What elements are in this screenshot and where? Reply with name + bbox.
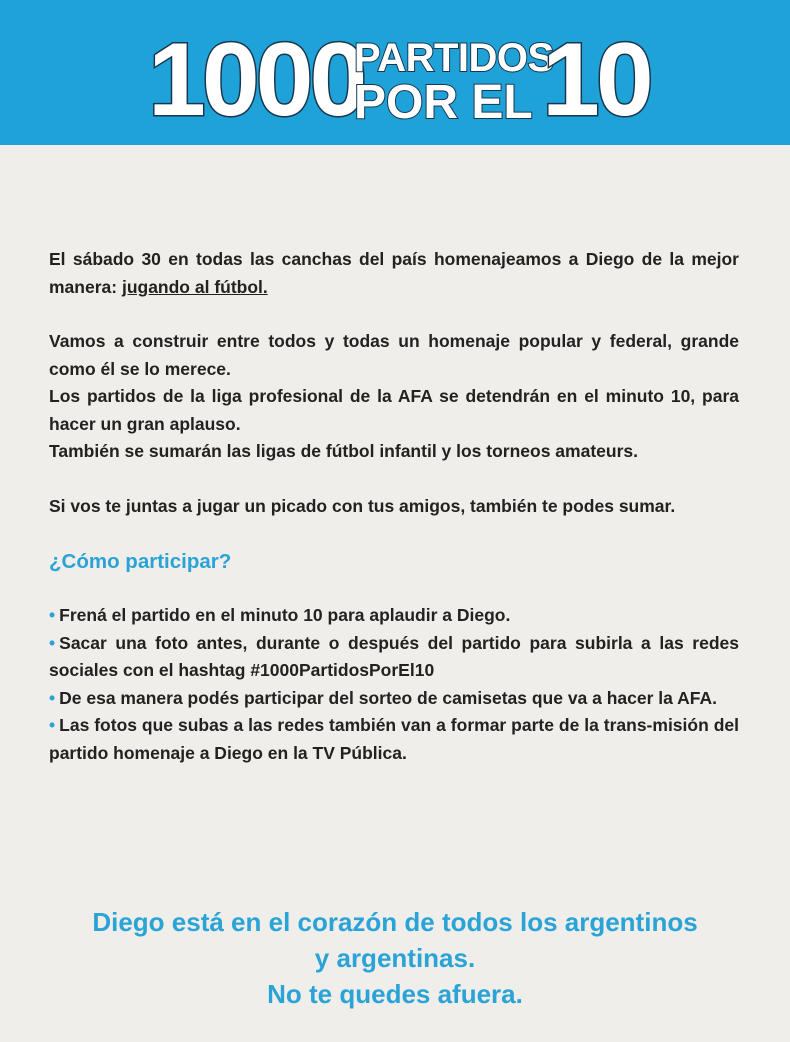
how-to-heading: ¿Cómo participar? — [49, 550, 232, 573]
jugando-link[interactable]: jugando al fútbol. — [121, 276, 268, 297]
bullet-item — [49, 712, 739, 767]
bullet-item — [49, 685, 739, 713]
bullet-item — [49, 602, 739, 630]
intro-text: El sábado 30 en todas las canchas del país homenajeamos a Diego de la mejor manera: — [49, 249, 739, 297]
logo-word-partidos: PARTIDOS — [354, 36, 554, 80]
bullet-icon: • — [49, 632, 56, 653]
header-banner — [0, 0, 790, 145]
intro-paragraph — [49, 246, 739, 301]
paragraph-afa: Los partidos de la liga profesional de la AFA se detendrán en el minuto 10, para hacer un gran aplauso. — [49, 386, 739, 434]
paragraph-homenaje: Vamos a construir entre todos y todas un homenaje popular y federal, grande como él se lo merece. — [49, 331, 739, 379]
bullet-icon: • — [49, 715, 56, 735]
closing-line-1: Diego está en el corazón de todos los argentinos — [92, 907, 698, 937]
bullet-item — [49, 630, 739, 685]
closing-line-2: y argentinas. — [314, 943, 476, 973]
bullet-text: De esa manera podés participar del sorteo de camisetas que va a hacer la AFA. — [59, 687, 717, 708]
closing-line-3: No te quedes afuera. — [267, 979, 523, 1009]
article-body — [49, 246, 739, 767]
bullet-text: Frená el partido en el minuto 10 para aplaudir a Diego. — [59, 605, 511, 625]
closing-message — [40, 904, 750, 1012]
bullet-icon: • — [49, 687, 56, 708]
bullet-icon: • — [49, 605, 56, 625]
logo-number-10: 10 — [542, 22, 650, 138]
logo-word-por-el: POR EL — [354, 76, 533, 129]
paragraph-picado: Si vos te juntas a jugar un picado con tus amigos, también te podes sumar. — [49, 495, 676, 516]
campaign-logo — [148, 22, 650, 138]
bullet-text: Sacar una foto antes, durante o después del partido para subirla a las redes sociales con el hashtag #1000PartidosPorEl10 — [49, 632, 739, 680]
bullet-text: Las fotos que subas a las redes también van a formar parte de la trans-misión del partido homenaje a Diego en la TV Pública. — [49, 715, 739, 763]
logo-number-1000: 1000 — [148, 22, 364, 138]
paragraph-ligas: También se sumarán las ligas de fútbol infantil y los torneos amateurs. — [49, 441, 638, 461]
